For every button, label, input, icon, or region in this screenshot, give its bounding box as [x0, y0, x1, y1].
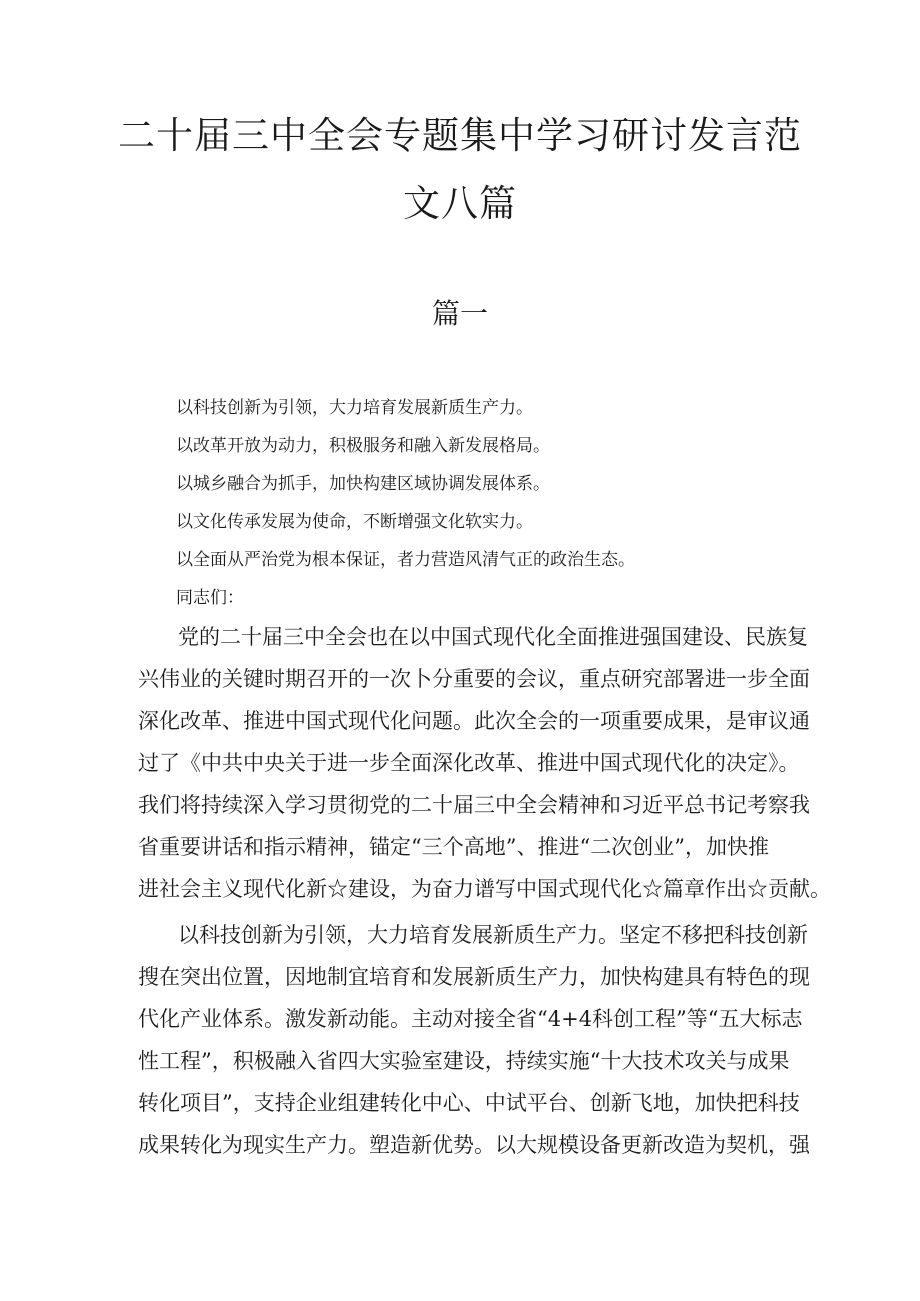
summary-point: 以改革开放为动力，积极服务和融入新发展格局。 [176, 436, 550, 456]
section-heading: 篇一 [431, 297, 488, 330]
summary-point: 以城乡融合为抓手，加快构建区域协调发展体系。 [176, 474, 550, 494]
document-title-line-2: 文八篇 [403, 182, 517, 225]
summary-point: 以全面从严治党为根本保证，者力营造风清气正的政治生态。 [176, 550, 635, 570]
summary-point: 以科技创新为引领，大力培育发展新质生产力。 [176, 398, 533, 418]
paragraph-2-line: 成果转化为现实生产力。塑造新优势。以大规模设备更新改造为契机，强 [138, 1133, 810, 1157]
document-title-line-1: 二十届三中全会专题集中学习研讨发言范 [118, 114, 802, 157]
paragraph-2-line: 以科技创新为引领，大力培育发展新质生产力。坚定不移把科技创新 [178, 923, 808, 947]
paragraph-1-line: 我们将持续深入学习贯彻党的二十届三中全会精神和习近平总书记考察我 [138, 793, 810, 817]
paragraph-2-line: 代化产业体系。激发新动能。主动对接全省“4+4科创工程”等“五大标志 [138, 1007, 803, 1031]
paragraph-1-line: 进社会主义现代化新☆建设，为奋力谱写中国式现代化☆篇章作出☆贡献。 [138, 877, 831, 901]
paragraph-1-line: 省重要讲话和指示精神，锚定“三个高地”、推进“二次创业”，加快推 [138, 835, 769, 859]
paragraph-2-line: 搜在突出位置，因地制宜培育和发展新质生产力，加快构建具有特色的现 [138, 965, 810, 989]
paragraph-2-line: 转化项目”，支持企业组建转化中心、中试平台、创新飞地，加快把科技 [138, 1091, 800, 1115]
paragraph-1-line: 兴伟业的关键时期召开的一次卜分重要的会议，重点研究部署进一步全面 [138, 667, 810, 691]
paragraph-1-line: 过了《中共中央关于进一步全面深化改革、推进中国式现代化的决定》。 [138, 751, 800, 775]
paragraph-1-line: 深化改革、推进中国式现代化问题。此次全会的一项重要成果，是审议通 [138, 709, 810, 733]
salutation: 同志们： [176, 588, 244, 608]
summary-point: 以文化传承发展为使命，不断增强文化软实力。 [176, 512, 533, 532]
paragraph-2-line: 性工程”，积极融入省四大实验室建设，持续实施“十大技术攻关与成果 [138, 1049, 790, 1073]
paragraph-1-line: 党的二十届三中全会也在以中国式现代化全面推进强国建设、民族复 [178, 625, 808, 649]
